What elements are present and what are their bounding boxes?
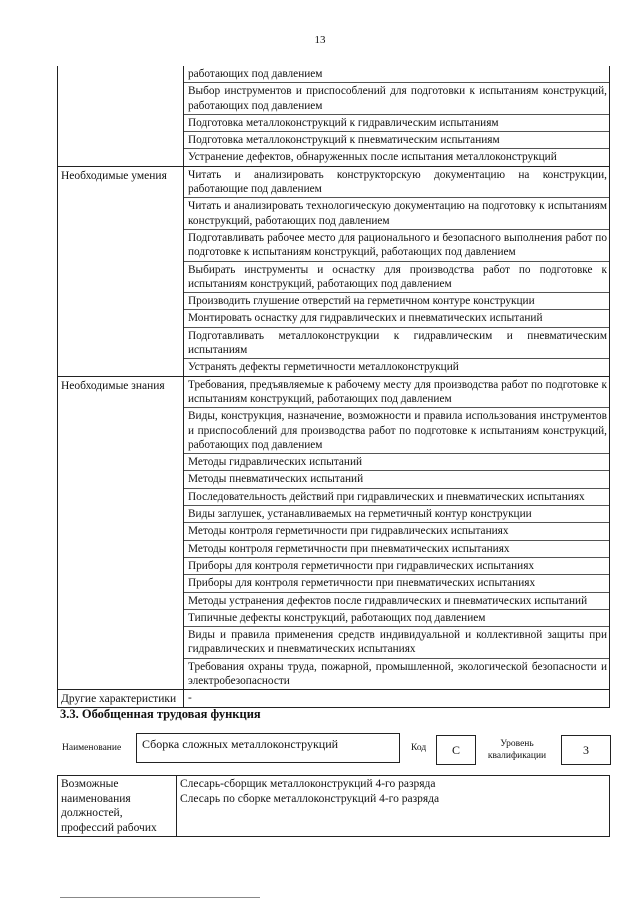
requirement-item: Требования, предъявляемые к рабочему месту для производства работ по подготовке к испытаниям конструкций, работающих под давлением	[184, 377, 609, 409]
requirement-item: Виды и правила применения средств индивидуальной и коллективной защиты при гидравлических и пневматических испытаниях	[184, 627, 609, 659]
requirement-item: Производить глушение отверстий на герметичном контуре конструкции	[184, 293, 609, 310]
requirement-item: Методы гидравлических испытаний	[184, 454, 609, 471]
requirement-item: Устранение дефектов, обнаруженных после испытания металлоконструкций	[188, 151, 557, 164]
requirement-item: Подготавливать рабочее место для рационального и безопасного выполнения работ по подготовке к испытаниям конструкций, работающих под давлением	[184, 230, 609, 262]
requirement-item: Выбирать инструменты и оснастку для производства работ по подготовке к испытаниям конструкций, работающих под давлением	[184, 262, 609, 294]
footer-line	[60, 897, 260, 898]
requirement-item: Методы контроля герметичности при пневматических испытаниях	[184, 541, 609, 558]
positions-list	[177, 776, 610, 837]
requirement-item: Виды, конструкция, назначение, возможности и правила использования инструментов и приспособлений для производства работ по подготовке к испытаниям конструкций, работающих под давлением	[184, 408, 609, 454]
requirement-item: Монтировать оснастку для гидравлических и пневматических испытаний	[184, 310, 609, 327]
positions-table	[57, 775, 610, 837]
requirement-item: Выбор инструментов и приспособлений для подготовки к испытаниям конструкций, работающих под давлением	[184, 83, 609, 115]
section-row	[58, 690, 610, 707]
requirement-item: Устранять дефекты герметичности металлоконструкций	[188, 361, 459, 374]
section-label: Необходимые умения	[58, 166, 184, 376]
requirement-item: Последовательность действий при гидравлических и пневматических испытаниях	[184, 489, 609, 506]
requirement-item: Подготовка металлоконструкций к пневматическим испытаниям	[184, 132, 609, 149]
section-items	[184, 66, 610, 166]
name-value: Сборка сложных металлоконструкций	[136, 733, 400, 763]
section-row	[58, 376, 610, 690]
section-label: Другие характеристики	[58, 690, 184, 707]
code-label: Код	[411, 743, 427, 753]
section-items	[184, 166, 610, 376]
requirement-item: работающих под давлением	[184, 66, 609, 83]
section-row	[58, 66, 610, 166]
level-label: Уровень квалификации	[487, 739, 547, 761]
requirement-item: Методы пневматических испытаний	[184, 471, 609, 488]
section-label: Необходимые знания	[58, 376, 184, 690]
requirement-item: Типичные дефекты конструкций, работающих под давлением	[184, 610, 609, 627]
section-title: 3.3. Обобщенная трудовая функция	[60, 707, 261, 721]
requirement-item: Методы устранения дефектов после гидравлических и пневматических испытаний	[184, 593, 609, 610]
section-label	[58, 66, 184, 166]
level-value: 3	[561, 735, 611, 765]
requirement-item: Приборы для контроля герметичности при пневматических испытаниях	[184, 575, 609, 592]
requirement-item: Приборы для контроля герметичности при гидравлических испытаниях	[184, 558, 609, 575]
position-item: Слесарь-сборщик металлоконструкций 4-го разряда	[180, 778, 436, 790]
page-number: 13	[314, 34, 326, 46]
requirement-item: Читать и анализировать конструкторскую документацию на конструкции, работающие под давлением	[184, 167, 609, 199]
positions-label: Возможные наименования должностей, профессий рабочих	[58, 776, 177, 837]
section-row	[58, 166, 610, 376]
requirement-item: Подготовка металлоконструкций к гидравлическим испытаниям	[184, 115, 609, 132]
section-items	[184, 376, 610, 690]
requirement-item: Читать и анализировать технологическую документацию на подготовку к испытаниям конструкций, работающих под давлением	[184, 198, 609, 230]
position-item: Слесарь по сборке металлоконструкций 4-го разряда	[180, 792, 440, 805]
code-value: C	[436, 735, 476, 765]
requirement-item: Методы контроля герметичности при гидравлических испытаниях	[184, 523, 609, 540]
requirements-table	[57, 66, 610, 708]
section-items	[184, 690, 610, 707]
requirement-item: Виды заглушек, устанавливаемых на герметичный контур конструкции	[184, 506, 609, 523]
requirement-item: Требования охраны труда, пожарной, промышленной, экологической безопасности и электробезопасности	[188, 660, 607, 687]
requirement-item: Подготавливать металлоконструкции к гидравлическим и пневматическим испытаниям	[184, 328, 609, 360]
requirement-item: -	[188, 692, 192, 705]
name-label: Наименование	[62, 743, 122, 753]
